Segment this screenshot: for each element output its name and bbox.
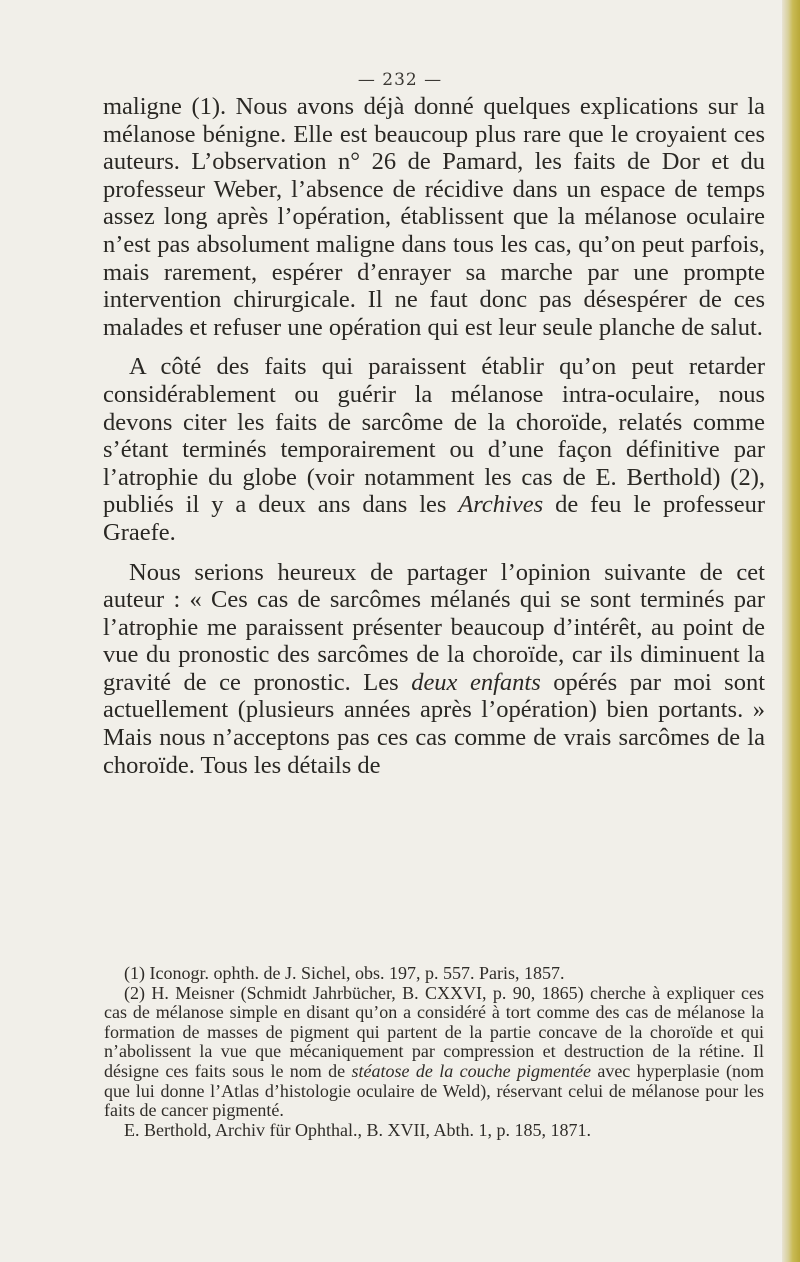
page-edge — [782, 0, 800, 1262]
body-text — [103, 93, 765, 779]
paragraph-2-text-b: de feu le professeur Graefe. — [103, 491, 765, 546]
paragraph-1: maligne (1). Nous avons déjà donné quelques explications sur la mélanose bénigne. Elle est beaucoup plus rare que le croyaient ces auteurs. L’observation n° 26 de Pamard, les faits de Dor et du professeur Weber, l’absence de récidive dans un espace de temps assez long après l’opération, établissent que la mélanose oculaire n’est pas absolument maligne dans tous les cas, qu’on peut parfois, mais rarement, espérer d’enrayer sa marche par une prompte intervention chirurgicale. Il ne faut donc pas désespérer de ces malades et refuser une opération qui est leur seule planche de salut. — [103, 93, 765, 341]
footnotes — [104, 964, 764, 1140]
footnote-2-italic: stéatose de la couche pigmentée — [351, 1060, 591, 1081]
paragraph-3-text-b: opérés par moi sont actuellement (plusieurs années après l’opération) bien portants. » Mais nous n’acceptons pas ces cas comme de vrais sarcômes de la choroïde. Tous les détails de — [103, 668, 765, 779]
paragraph-2 — [103, 353, 765, 546]
footnote-2-text-a: (2) H. Meisner (Schmidt Jahrbücher, B. CXXVI, p. 90, 1865) cherche à expliquer ces cas de mélanose simple en disant qu’on a considéré à tort comme des cas de mélanose la formation de masses de pigment qui partent de la partie concave de la choroïde et qui n’abolissent la vue que mécaniquement par compression et destruction de la rétine. Il désigne ces faits sous le nom de — [104, 982, 764, 1081]
footnote-1: (1) Iconogr. ophth. de J. Sichel, obs. 197, p. 557. Paris, 1857. — [124, 963, 565, 983]
paragraph-2-text-a: A côté des faits qui paraissent établir qu’on peut retarder considérablement ou guérir la mélanose intra-oculaire, nous devons citer les faits de sarcôme de la choroïde, relatés comme s’étant terminés temporairement ou d’une façon définitive par l’atrophie du globe (voir notamment les cas de E. Berthold) (2), publiés il y a deux ans dans les — [103, 353, 765, 519]
footnote-2-text-b: avec hyperplasie (nom que lui donne l’Atlas d’histologie oculaire de Weld), réservant celui de mélanose pour les faits de cancer pigmenté. — [104, 1060, 764, 1121]
paragraph-3 — [103, 559, 765, 780]
footnote-3: E. Berthold, Archiv für Ophthal., B. XVII, Abth. 1, p. 185, 1871. — [124, 1119, 591, 1140]
paragraph-3-text-a: Nous serions heureux de partager l’opinion suivante de cet auteur : « Ces cas de sarcômes mélanés qui se sont terminés par l’atrophie me paraissent présenter beaucoup d’intérêt, au point de vue du pronostic des sarcômes de la choroïde, car ils diminuent la gravité de ce pronostic. Les — [103, 558, 765, 696]
page-number: — 232 — — [357, 70, 443, 90]
footnote-2 — [104, 984, 764, 1121]
paragraph-2-italic: Archives — [458, 491, 544, 519]
paragraph-3-italic: deux enfants — [411, 668, 541, 696]
